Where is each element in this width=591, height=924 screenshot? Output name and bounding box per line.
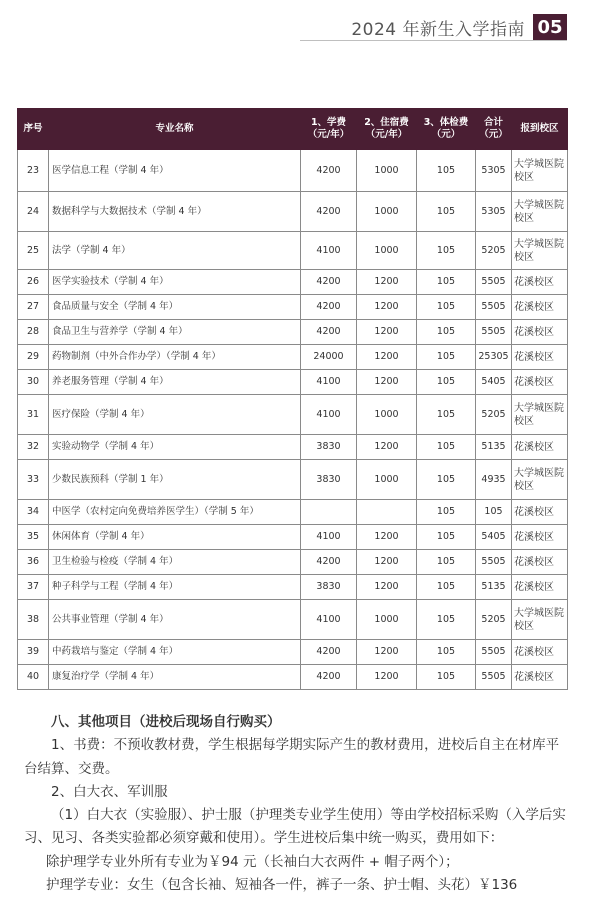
cell-exam: 105 bbox=[417, 640, 476, 665]
cell-total: 105 bbox=[476, 500, 512, 525]
cell-no: 39 bbox=[18, 640, 49, 665]
table-row bbox=[18, 395, 568, 435]
cell-tuition: 24000 bbox=[301, 345, 357, 370]
cell-campus: 花溪校区 bbox=[512, 525, 568, 550]
cell-dorm: 1000 bbox=[357, 600, 417, 640]
table-row bbox=[18, 320, 568, 345]
cell-tuition: 4100 bbox=[301, 370, 357, 395]
cell-exam: 105 bbox=[417, 232, 476, 270]
cell-campus: 花溪校区 bbox=[512, 345, 568, 370]
cell-dorm: 1200 bbox=[357, 345, 417, 370]
table-row bbox=[18, 232, 568, 270]
col-header-total: 合计（元） bbox=[476, 109, 512, 150]
cell-no: 23 bbox=[18, 150, 49, 192]
cell-no: 36 bbox=[18, 550, 49, 575]
cell-tuition: 4200 bbox=[301, 192, 357, 232]
cell-dorm: 1200 bbox=[357, 665, 417, 690]
cell-name: 康复治疗学（学制 4 年） bbox=[49, 665, 301, 690]
cell-dorm bbox=[357, 500, 417, 525]
cell-total: 5405 bbox=[476, 525, 512, 550]
cell-dorm: 1200 bbox=[357, 575, 417, 600]
paragraph-coats-detail: （1）白大衣（实验服）、护士服（护理类专业学生使用）等由学校招标采购（入学后实习、见习、各类实验都必须穿戴和使用）。学生进校后集中统一购买，费用如下： bbox=[24, 807, 566, 847]
cell-name: 医疗保险（学制 4 年） bbox=[49, 395, 301, 435]
cell-total: 5505 bbox=[476, 320, 512, 345]
cell-campus: 花溪校区 bbox=[512, 500, 568, 525]
col-header-name: 专业名称 bbox=[49, 109, 301, 150]
cell-total: 5505 bbox=[476, 295, 512, 320]
cell-campus: 花溪校区 bbox=[512, 640, 568, 665]
cell-name: 中药栽培与鉴定（学制 4 年） bbox=[49, 640, 301, 665]
cell-dorm: 1200 bbox=[357, 295, 417, 320]
cell-tuition: 3830 bbox=[301, 575, 357, 600]
cell-name: 养老服务管理（学制 4 年） bbox=[49, 370, 301, 395]
cell-no: 28 bbox=[18, 320, 49, 345]
cell-no: 34 bbox=[18, 500, 49, 525]
cell-campus: 花溪校区 bbox=[512, 370, 568, 395]
cell-total: 5505 bbox=[476, 665, 512, 690]
cell-tuition: 4100 bbox=[301, 395, 357, 435]
cell-exam: 105 bbox=[417, 500, 476, 525]
table-row bbox=[18, 600, 568, 640]
guide-title: 2024 年新生入学指南 bbox=[351, 19, 525, 40]
cell-total: 5505 bbox=[476, 270, 512, 295]
cell-dorm: 1200 bbox=[357, 270, 417, 295]
cell-total: 5305 bbox=[476, 150, 512, 192]
cell-campus: 大学城医院校区 bbox=[512, 395, 568, 435]
cell-tuition: 4100 bbox=[301, 600, 357, 640]
table-row bbox=[18, 270, 568, 295]
col-header-tuition: 1、学费（元/年） bbox=[301, 109, 357, 150]
cell-tuition: 4100 bbox=[301, 525, 357, 550]
table-header-row bbox=[18, 109, 568, 150]
fee-table bbox=[17, 108, 568, 690]
cell-dorm: 1000 bbox=[357, 460, 417, 500]
cell-no: 40 bbox=[18, 665, 49, 690]
cell-campus: 大学城医院校区 bbox=[512, 232, 568, 270]
cell-tuition: 4200 bbox=[301, 270, 357, 295]
cell-campus: 花溪校区 bbox=[512, 295, 568, 320]
cell-total: 5205 bbox=[476, 232, 512, 270]
table-row bbox=[18, 550, 568, 575]
cell-exam: 105 bbox=[417, 600, 476, 640]
cell-tuition: 4200 bbox=[301, 550, 357, 575]
cell-tuition: 4200 bbox=[301, 665, 357, 690]
cell-dorm: 1200 bbox=[357, 370, 417, 395]
cell-no: 35 bbox=[18, 525, 49, 550]
table-row bbox=[18, 575, 568, 600]
cell-exam: 105 bbox=[417, 525, 476, 550]
cell-no: 27 bbox=[18, 295, 49, 320]
cell-no: 24 bbox=[18, 192, 49, 232]
cell-tuition: 4200 bbox=[301, 320, 357, 345]
cell-tuition: 4200 bbox=[301, 640, 357, 665]
cell-no: 30 bbox=[18, 370, 49, 395]
cell-total: 5305 bbox=[476, 192, 512, 232]
cell-campus: 花溪校区 bbox=[512, 550, 568, 575]
cell-name: 实验动物学（学制 4 年） bbox=[49, 435, 301, 460]
page-number-badge: 05 bbox=[533, 14, 567, 40]
cell-no: 33 bbox=[18, 460, 49, 500]
cell-no: 31 bbox=[18, 395, 49, 435]
cell-exam: 105 bbox=[417, 320, 476, 345]
cell-no: 38 bbox=[18, 600, 49, 640]
cell-campus: 花溪校区 bbox=[512, 270, 568, 295]
cell-total: 5205 bbox=[476, 600, 512, 640]
cell-campus: 大学城医院校区 bbox=[512, 150, 568, 192]
cell-exam: 105 bbox=[417, 395, 476, 435]
cell-campus: 花溪校区 bbox=[512, 320, 568, 345]
cell-name: 公共事业管理（学制 4 年） bbox=[49, 600, 301, 640]
cell-exam: 105 bbox=[417, 192, 476, 232]
cell-campus: 花溪校区 bbox=[512, 575, 568, 600]
table-row bbox=[18, 192, 568, 232]
other-items-section bbox=[24, 711, 570, 897]
cell-name: 医学实验技术（学制 4 年） bbox=[49, 270, 301, 295]
cell-no: 25 bbox=[18, 232, 49, 270]
table-row bbox=[18, 500, 568, 525]
cell-dorm: 1200 bbox=[357, 525, 417, 550]
cell-name: 种子科学与工程（学制 4 年） bbox=[49, 575, 301, 600]
cell-exam: 105 bbox=[417, 550, 476, 575]
cell-name: 中医学（农村定向免费培养医学生）（学制 5 年） bbox=[49, 500, 301, 525]
cell-tuition: 4200 bbox=[301, 150, 357, 192]
cell-dorm: 1200 bbox=[357, 435, 417, 460]
cell-exam: 105 bbox=[417, 295, 476, 320]
cell-name: 药物制剂（中外合作办学）（学制 4 年） bbox=[49, 345, 301, 370]
cell-exam: 105 bbox=[417, 270, 476, 295]
cell-exam: 105 bbox=[417, 345, 476, 370]
cell-name: 食品质量与安全（学制 4 年） bbox=[49, 295, 301, 320]
cell-tuition: 3830 bbox=[301, 435, 357, 460]
paragraph-coats-heading: 2、白大衣、军训服 bbox=[51, 783, 168, 800]
col-header-dorm: 2、住宿费（元/年） bbox=[357, 109, 417, 150]
cell-total: 4935 bbox=[476, 460, 512, 500]
cell-name: 医学信息工程（学制 4 年） bbox=[49, 150, 301, 192]
table-row bbox=[18, 640, 568, 665]
table-row bbox=[18, 345, 568, 370]
table-row bbox=[18, 435, 568, 460]
cell-dorm: 1200 bbox=[357, 320, 417, 345]
cell-campus: 花溪校区 bbox=[512, 665, 568, 690]
col-header-campus: 报到校区 bbox=[512, 109, 568, 150]
cell-no: 37 bbox=[18, 575, 49, 600]
cell-name: 法学（学制 4 年） bbox=[49, 232, 301, 270]
cell-campus: 花溪校区 bbox=[512, 435, 568, 460]
cell-tuition: 4100 bbox=[301, 232, 357, 270]
table-row bbox=[18, 370, 568, 395]
table-row bbox=[18, 460, 568, 500]
table-row bbox=[18, 295, 568, 320]
cell-exam: 105 bbox=[417, 460, 476, 500]
table-row bbox=[18, 525, 568, 550]
cell-total: 5135 bbox=[476, 575, 512, 600]
cell-total: 5505 bbox=[476, 550, 512, 575]
col-header-no: 序号 bbox=[18, 109, 49, 150]
cell-name: 休闲体育（学制 4 年） bbox=[49, 525, 301, 550]
cell-no: 29 bbox=[18, 345, 49, 370]
cell-exam: 105 bbox=[417, 575, 476, 600]
section-title: 八、其他项目（进校后现场自行购买） bbox=[51, 714, 281, 730]
cell-dorm: 1200 bbox=[357, 640, 417, 665]
page-header bbox=[351, 14, 567, 40]
table-row bbox=[18, 150, 568, 192]
cell-total: 5505 bbox=[476, 640, 512, 665]
cell-exam: 105 bbox=[417, 665, 476, 690]
cell-name: 食品卫生与营养学（学制 4 年） bbox=[49, 320, 301, 345]
cell-name: 卫生检验与检疫（学制 4 年） bbox=[49, 550, 301, 575]
cell-exam: 105 bbox=[417, 435, 476, 460]
cell-dorm: 1200 bbox=[357, 550, 417, 575]
cell-campus: 大学城医院校区 bbox=[512, 460, 568, 500]
cell-campus: 大学城医院校区 bbox=[512, 192, 568, 232]
cell-total: 25305 bbox=[476, 345, 512, 370]
cell-exam: 105 bbox=[417, 370, 476, 395]
cell-no: 32 bbox=[18, 435, 49, 460]
paragraph-general-price: 除护理学专业外所有专业为￥94 元（长袖白大衣两件 + 帽子两个）； bbox=[46, 853, 459, 870]
cell-dorm: 1000 bbox=[357, 150, 417, 192]
cell-total: 5135 bbox=[476, 435, 512, 460]
paragraph-books: 1、书费：不预收教材费，学生根据每学期实际产生的教材费用，进校后自主在材库平台结算、交费。 bbox=[24, 737, 560, 777]
cell-dorm: 1000 bbox=[357, 232, 417, 270]
header-divider bbox=[300, 40, 567, 41]
cell-total: 5405 bbox=[476, 370, 512, 395]
cell-tuition: 4200 bbox=[301, 295, 357, 320]
cell-name: 少数民族预科（学制 1 年） bbox=[49, 460, 301, 500]
table-row bbox=[18, 665, 568, 690]
cell-exam: 105 bbox=[417, 150, 476, 192]
cell-name: 数据科学与大数据技术（学制 4 年） bbox=[49, 192, 301, 232]
cell-tuition bbox=[301, 500, 357, 525]
cell-campus: 大学城医院校区 bbox=[512, 600, 568, 640]
paragraph-nursing-price: 护理学专业：女生（包含长袖、短袖各一件，裤子一条、护士帽、头花）￥136 bbox=[46, 877, 518, 894]
cell-dorm: 1000 bbox=[357, 395, 417, 435]
cell-no: 26 bbox=[18, 270, 49, 295]
cell-dorm: 1000 bbox=[357, 192, 417, 232]
cell-tuition: 3830 bbox=[301, 460, 357, 500]
cell-total: 5205 bbox=[476, 395, 512, 435]
col-header-exam: 3、体检费（元） bbox=[417, 109, 476, 150]
